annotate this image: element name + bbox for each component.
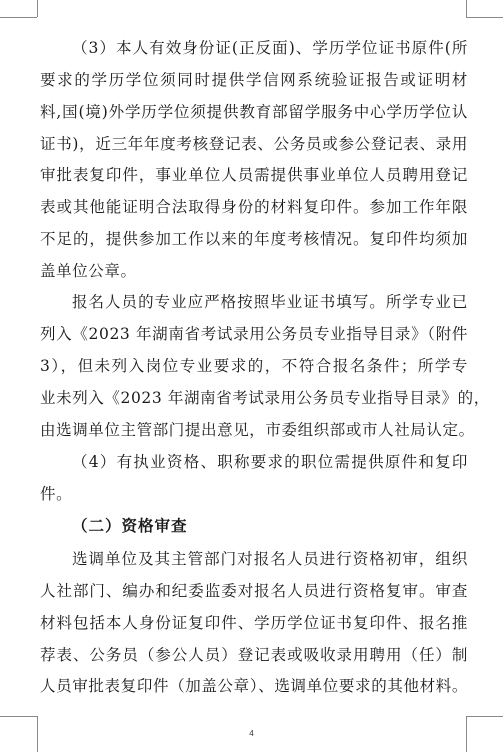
crop-mark-bottom-right-h [466, 716, 503, 717]
text-line: 人社部门、编办和纪委监委对报名人员进行资格复审。审查 [40, 582, 468, 600]
section-heading: （二）资格审查 [72, 517, 188, 535]
crop-mark-bottom-left-h [0, 716, 37, 717]
text-line: 报名人员的专业应严格按照毕业证书填写。所学专业已 [72, 293, 468, 311]
text-line: 人员审批表复印件（加盖公章）、选调单位要求的其他材料。 [40, 677, 468, 695]
crop-mark-top-left-v [37, 0, 38, 17]
text-line: 荐表、公务员（参公人员）登记表或吸收录用聘用（任）制 [40, 646, 468, 664]
text-line: 选调单位及其主管部门对报名人员进行资格初审，组织 [72, 550, 468, 568]
crop-mark-top-left-h [0, 17, 37, 18]
text-line: 列入《2023 年湖南省考试录用公务员专业指导目录》（附件 [40, 325, 468, 343]
text-line: 业未列入《2023 年湖南省考试录用公务员专业指导目录》的， [40, 389, 490, 407]
text-line: （3）本人有效身份证(正反面)、学历学位证书原件(所 [72, 39, 468, 57]
crop-mark-top-right-h [466, 17, 503, 18]
text-line: 表或其他能证明合法取得身份的材料复印件。参加工作年限 [40, 198, 468, 216]
text-line: 件。 [40, 485, 73, 503]
text-line: 材料包括本人身份证复印件、学历学位证书复印件、报名推 [40, 614, 468, 632]
text-line: 要求的学历学位须同时提供学信网系统验证报告或证明材 [40, 71, 468, 89]
text-line: 3），但未列入岗位专业要求的，不符合报名条件；所学专 [40, 357, 468, 375]
text-line: 料,国(境)外学历学位须提供教育部留学服务中心学历学位认 [40, 103, 468, 121]
text-line: 不足的，提供参加工作以来的年度考核情况。复印件均须加 [40, 230, 468, 248]
text-line: 由选调单位主管部门提出意见，市委组织部或市人社局认定。 [40, 421, 475, 439]
text-line: （4）有执业资格、职称要求的职位需提供原件和复印 [72, 453, 468, 471]
page-number: 4 [249, 729, 254, 738]
text-line: 审批表复印件，事业单位人员需提供事业单位人员聘用登记 [40, 166, 468, 184]
text-line: 盖单位公章。 [40, 262, 137, 280]
text-line: 证书)，近三年年度考核登记表、公务员或参公登记表、录用 [40, 135, 468, 153]
crop-mark-top-right-v [466, 0, 467, 17]
